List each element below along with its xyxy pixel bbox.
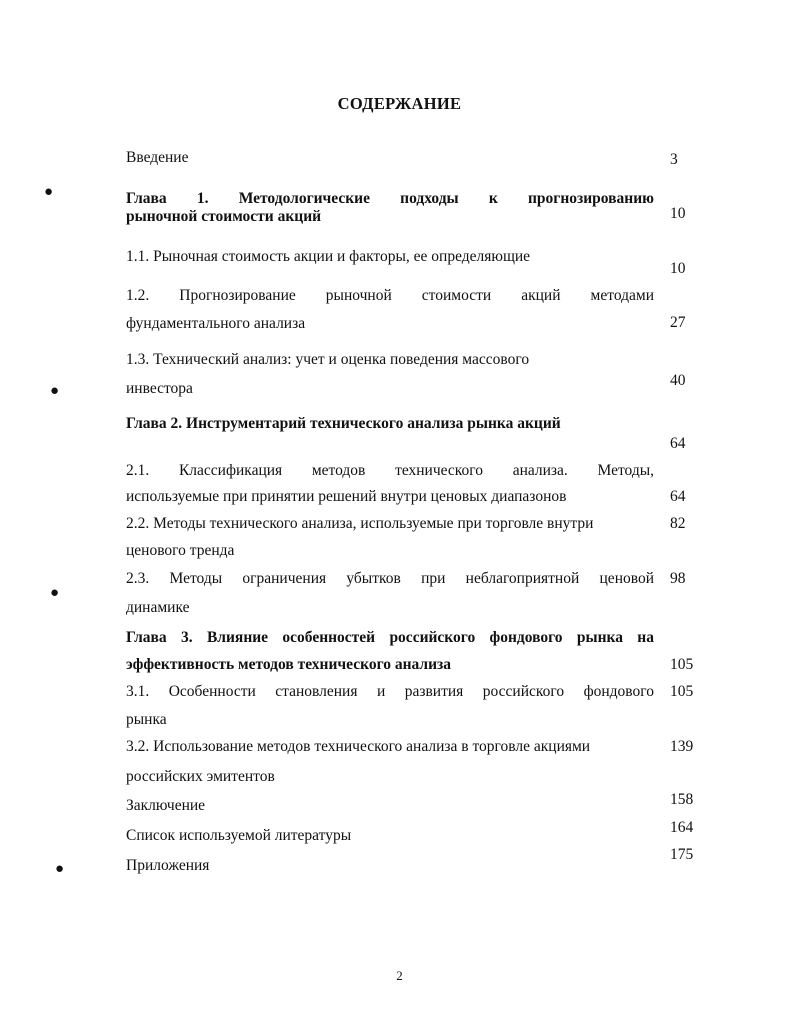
toc-page: 105 [670, 683, 694, 700]
punch-hole-mark: ● [50, 585, 60, 601]
toc-line: Глава 1. Методологические подходы к прогнозированию [126, 190, 654, 207]
toc-line: рыночной стоимости акций [126, 208, 322, 225]
toc-page: 139 [670, 738, 694, 755]
toc-page: 158 [670, 791, 694, 808]
toc-page: 3 [670, 151, 678, 168]
page-number: 2 [396, 968, 403, 983]
toc-line: Глава 2. Инструментарий технического анализа рынка акций [126, 415, 561, 432]
toc-line: фундаментального анализа [126, 315, 306, 332]
punch-hole-mark: ● [55, 861, 65, 877]
toc-page: 105 [670, 656, 694, 673]
toc-page: 40 [670, 372, 686, 389]
toc-line: 3.1. Особенности становления и развития российского фондового [126, 683, 654, 700]
toc-line: динамике [126, 599, 190, 616]
toc-line: 3.2. Использование методов технического анализа в торговле акциями [126, 738, 591, 755]
toc-line: Приложения [126, 857, 210, 874]
toc-line: 2.2. Методы технического анализа, используемые при торговле внутри [126, 515, 594, 532]
toc-line: Заключение [126, 797, 206, 814]
punch-hole-mark: ● [44, 184, 54, 200]
toc-page: 10 [670, 260, 686, 277]
toc-line: эффективность методов технического анализа [126, 656, 452, 673]
toc-page: 82 [670, 515, 686, 532]
toc-page: 64 [670, 435, 686, 452]
toc-line: рынка [126, 711, 167, 728]
toc-page: 27 [670, 314, 686, 331]
toc-line: 1.3. Технический анализ: учет и оценка поведения массового [126, 351, 530, 368]
toc-line: 1.1. Рыночная стоимость акции и факторы, ее определяющие [126, 248, 531, 265]
toc-line: используемые при принятии решений внутри ценовых диапазонов [126, 488, 567, 505]
toc-line: ценового тренда [126, 542, 235, 559]
toc-line: 2.3. Методы ограничения убытков при неблагоприятной ценовой [126, 570, 654, 587]
toc-line: Список используемой литературы [126, 827, 352, 844]
toc-page: 175 [670, 846, 694, 863]
toc-line: 2.1. Классификация методов технического анализа. Методы, [126, 462, 654, 479]
toc-line: российских эмитентов [126, 768, 275, 785]
toc-page: 10 [670, 205, 686, 222]
toc-line: Введение [126, 149, 189, 166]
page-title: СОДЕРЖАНИЕ [337, 94, 462, 113]
toc-line: инвестора [126, 380, 193, 397]
toc-line: Глава 3. Влияние особенностей российского фондового рынка на [126, 629, 654, 646]
toc-page: 164 [670, 819, 694, 836]
toc-page: 64 [670, 488, 686, 505]
toc-line: 1.2. Прогнозирование рыночной стоимости акций методами [126, 287, 654, 304]
toc-page: 98 [670, 570, 686, 587]
punch-hole-mark: ● [50, 383, 60, 399]
